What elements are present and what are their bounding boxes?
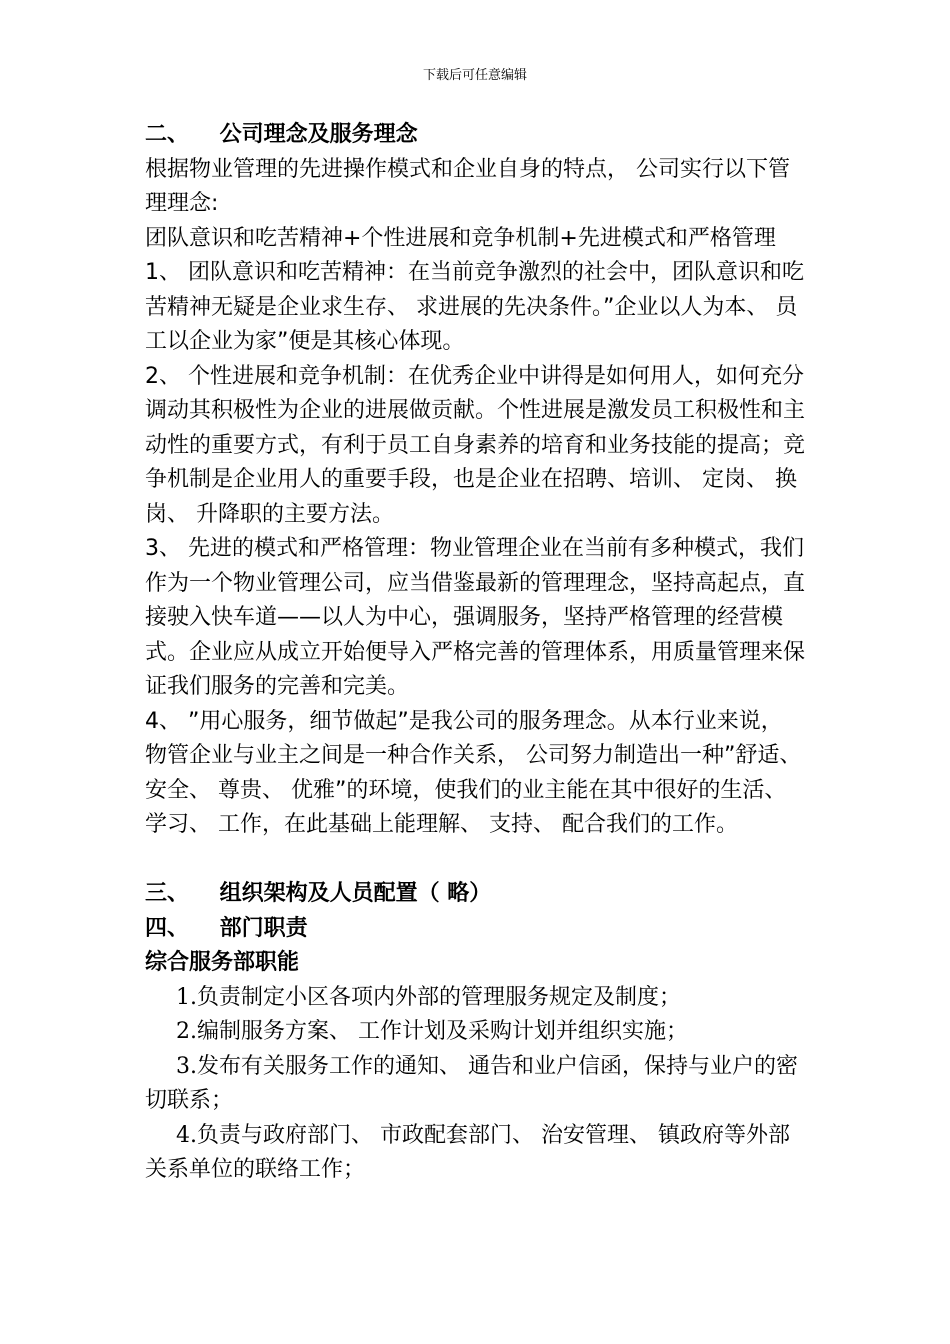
duty-item-number: 3.	[176, 1053, 197, 1079]
duty-item-number: 1.	[176, 984, 197, 1010]
duty-item-2	[145, 1015, 810, 1050]
department-subtitle: 综合服务部职能	[145, 950, 300, 975]
duty-item-4	[145, 1119, 810, 1188]
duty-item-number: 2.	[176, 1019, 197, 1044]
duty-item-3	[145, 1050, 810, 1119]
duty-item-number: 4.	[176, 1122, 197, 1148]
duty-item-1	[145, 981, 810, 1016]
section-2-formula: 团队意识和吃苦精神+个性进展和竞争机制+先进模式和严格管理	[145, 225, 776, 251]
duty-item-text: 负责制定小区各项内外部的管理服务规定及制度；	[197, 984, 682, 1010]
section-2-intro: 根据物业管理的先进操作模式和企业自身的特点， 公司实行以下管理理念:	[145, 156, 790, 216]
section-4-title: 四、 部门职责	[145, 915, 308, 941]
duty-item-text: 编制服务方案、 工作计划及采购计划并组织实施；	[197, 1019, 688, 1044]
section-3-title: 三、 组织架构及人员配置（ 略）	[145, 881, 492, 906]
blank-line	[145, 843, 810, 878]
concept-point-4: 4、 ”用心服务，细节做起”是我公司的服务理念。从本行业来说， 物管企业与业主之间是一种合作关系， 公司努力制造出一种”舒适、 安全、 尊贵、 优雅”的环境，使我们的业主能在其中很好的生活、 学习、 工作，在此基础上能理解、 支持、 配合我们的工作。	[145, 708, 802, 837]
duty-item-text: 发布有关服务工作的通知、 通告和业户信函，保持与业户的密切联系；	[145, 1053, 798, 1113]
section-2-title: 二、 公司理念及服务理念	[145, 122, 418, 147]
duty-item-text: 负责与政府部门、 市政配套部门、 治安管理、 镇政府等外部关系单位的联络工作；	[145, 1122, 790, 1182]
document-body	[145, 118, 810, 1188]
concept-point-1: 1、 团队意识和吃苦精神：在当前竞争激烈的社会中，团队意识和吃苦精神无疑是企业求生存、 求进展的先决条件。”企业以人为本、 员工以企业为家”便是其核心体现。	[145, 260, 804, 354]
concept-point-3: 3、 先进的模式和严格管理：物业管理企业在当前有多种模式，我们作为一个物业管理公司，应当借鉴最新的管理理念，坚持高起点，直接驶入快车道——以人为中心，强调服务，坚持严格管理的经营模式。企业应从成立开始便导入严格完善的管理体系，用质量管理来保证我们服务的完善和完美。	[145, 536, 806, 699]
concept-point-2: 2、 个性进展和竞争机制：在优秀企业中讲得是如何用人，如何充分调动其积极性为企业的进展做贡献。个性进展是激发员工积极性和主动性的重要方式，有利于员工自身素养的培育和业务技能的提高；竞争机制是企业用人的重要手段，也是企业在招聘、培训、 定岗、 换岗、 升降职的主要方法。	[145, 363, 806, 527]
page-header: 下载后可任意编辑	[422, 68, 527, 83]
